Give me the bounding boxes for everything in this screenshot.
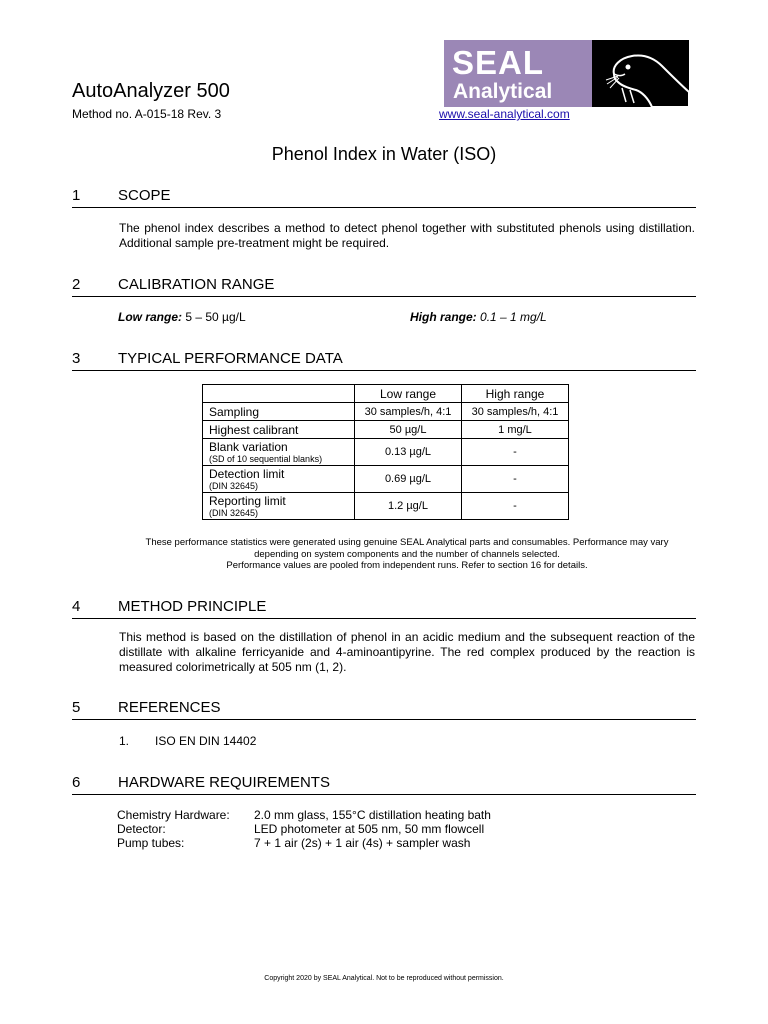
low-range-value: 5 – 50 µg/L	[185, 310, 246, 324]
table-row	[203, 439, 569, 466]
section-number: 3	[72, 350, 81, 367]
hardware-value: 2.0 mm glass, 155°C distillation heating bath	[254, 808, 491, 822]
hardware-label: Chemistry Hardware:	[117, 808, 230, 822]
section-number: 2	[72, 276, 81, 293]
high-range-cell: 30 samples/h, 4:1	[462, 403, 569, 421]
low-range	[118, 310, 246, 324]
hardware-value: 7 + 1 air (2s) + 1 air (4s) + sampler wash	[254, 836, 471, 850]
note-line: depending on system components and the number of channels selected.	[254, 548, 560, 560]
section-number: 5	[72, 699, 81, 716]
low-range-cell: 1.2 µg/L	[355, 493, 462, 520]
high-range	[410, 310, 547, 324]
section-header-scope	[72, 187, 696, 208]
row-label-cell	[203, 439, 355, 466]
section-number: 1	[72, 187, 81, 204]
row-label-cell	[203, 493, 355, 520]
table-row	[203, 403, 569, 421]
reference-item	[119, 734, 256, 748]
hardware-label: Pump tubes:	[117, 836, 185, 850]
row-sublabel: (DIN 32645)	[209, 508, 259, 518]
section-title: METHOD PRINCIPLE	[118, 598, 267, 615]
section-header-references	[72, 699, 696, 720]
logo-analytical-text: Analytical	[453, 80, 553, 103]
high-range-cell: -	[462, 466, 569, 493]
table-header-cell: Low range	[355, 385, 462, 403]
section-title: SCOPE	[118, 187, 171, 204]
seal-animal-icon	[592, 40, 689, 107]
principle-text: This method is based on the distillation of phenol in an acidic medium and the subsequent reaction of the distillate with alkaline ferricyanide and 4-aminoantipyrine. The red complex produced by the reaction is measured colorimetrically at 505 nm (1, 2).	[119, 630, 695, 674]
table-header-cell	[203, 385, 355, 403]
high-range-cell: 1 mg/L	[462, 421, 569, 439]
section-header-principle	[72, 598, 696, 619]
hardware-list	[117, 808, 491, 850]
low-range-cell: 30 samples/h, 4:1	[355, 403, 462, 421]
row-sublabel: (SD of 10 sequential blanks)	[209, 454, 323, 464]
table-row	[203, 493, 569, 520]
low-range-cell: 0.69 µg/L	[355, 466, 462, 493]
section-header-performance	[72, 350, 696, 371]
section-title: TYPICAL PERFORMANCE DATA	[118, 350, 343, 367]
table-row	[203, 466, 569, 493]
section-number: 6	[72, 774, 81, 791]
performance-table	[202, 384, 569, 520]
hardware-label: Detector:	[117, 822, 166, 836]
section-number: 4	[72, 598, 81, 615]
logo-seal-text: SEAL	[452, 44, 545, 81]
row-label: Highest calibrant	[203, 421, 355, 439]
website-link[interactable]: www.seal-analytical.com	[439, 107, 570, 121]
note-line: Performance values are pooled from independent runs. Refer to section 16 for details.	[226, 560, 588, 571]
document-title: Phenol Index in Water (ISO)	[271, 144, 497, 164]
performance-note	[110, 537, 704, 572]
table-header-cell: High range	[462, 385, 569, 403]
high-range-value: 0.1 – 1 mg/L	[480, 310, 547, 324]
high-range-cell: -	[462, 493, 569, 520]
row-sublabel: (DIN 32645)	[209, 481, 259, 491]
high-range-label: High range:	[410, 310, 477, 324]
seal-analytical-logo	[444, 40, 689, 107]
method-number: Method no. A-015-18 Rev. 3	[72, 107, 222, 121]
row-label: Reporting limit	[209, 494, 286, 508]
section-title: HARDWARE REQUIREMENTS	[118, 774, 330, 791]
high-range-cell: -	[462, 439, 569, 466]
table-row	[203, 421, 569, 439]
hardware-row	[117, 808, 491, 822]
logo-text-block	[444, 40, 592, 107]
low-range-cell: 0.13 µg/L	[355, 439, 462, 466]
low-range-cell: 50 µg/L	[355, 421, 462, 439]
row-label: Detection limit	[209, 467, 285, 481]
low-range-label: Low range:	[118, 310, 183, 324]
section-title: CALIBRATION RANGE	[118, 276, 275, 293]
section-title: REFERENCES	[118, 699, 221, 716]
product-name: AutoAnalyzer 500	[72, 80, 230, 102]
scope-text: The phenol index describes a method to detect phenol together with substituted phenols using distillation. Additional sample pre-treatment might be required.	[119, 221, 695, 250]
hardware-row	[117, 836, 491, 850]
note-line: These performance statistics were generated using genuine SEAL Analytical parts and consumables. Performance may vary	[145, 537, 669, 548]
row-label: Blank variation	[209, 440, 288, 454]
hardware-row	[117, 822, 491, 836]
section-header-calibration	[72, 276, 696, 297]
copyright-footer: Copyright 2020 by SEAL Analytical. Not to be reproduced without permission.	[264, 975, 504, 982]
reference-number: 1.	[119, 734, 130, 748]
section-header-hardware	[72, 774, 696, 795]
table-header-row	[203, 385, 569, 403]
row-label-cell	[203, 466, 355, 493]
hardware-value: LED photometer at 505 nm, 50 mm flowcell	[254, 822, 485, 836]
reference-text: ISO EN DIN 14402	[155, 734, 257, 748]
row-label: Sampling	[203, 403, 355, 421]
